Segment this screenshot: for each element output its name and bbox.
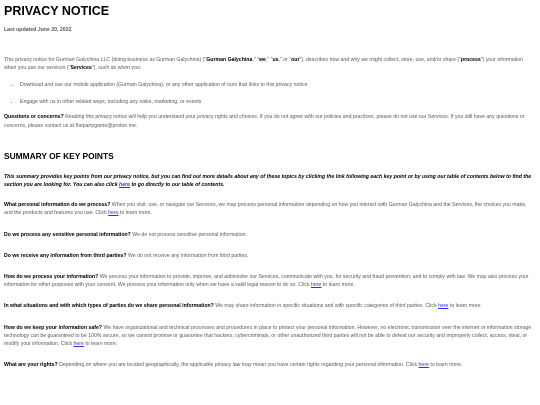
last-updated-date: Last updated June 20, 2022 [4, 27, 72, 33]
list-item: • Engage with us in other related ways, including any sales, marketing, or events [20, 98, 536, 106]
intro-text: "), such as when you: [91, 65, 142, 72]
key-point-answer: Depending on where you are located geographically, the applicable privacy law may mean you have certain rights regarding your personal information. Click [57, 362, 419, 369]
key-point-answer: When you visit, use, or navigate our Services, we may process personal information depending on how you interact with Gurman Galychina and the Services, the choices you make, and the products and features you use. Click [4, 202, 527, 217]
intro-text: ," " [265, 57, 273, 63]
learn-more-link[interactable]: here [73, 341, 84, 348]
learn-more-link[interactable]: here [108, 210, 119, 217]
list-item: • Download and use our mobile application (Gurman Galychina), or any other application of ours that links to this privacy notice [20, 81, 536, 89]
key-point [4, 231, 536, 239]
key-point-answer: to learn more. [428, 362, 463, 369]
usage-list [4, 81, 536, 106]
page-title: PRIVACY NOTICE [4, 4, 110, 18]
intro-text: "), describes how and why we might collect, store, use, and/or share (" [299, 57, 461, 63]
key-point-question: How do we keep your information safe? [4, 324, 103, 331]
key-point-question: In what situations and with which types of parties do we share personal information? [4, 303, 214, 310]
key-point [4, 273, 536, 289]
key-point-question: Do we process any sensitive personal information? [4, 231, 131, 238]
intro-term: us [272, 57, 279, 63]
key-point-answer: to learn more. [118, 210, 152, 217]
intro-term: our [291, 57, 300, 63]
table-of-contents-link[interactable]: here [119, 182, 130, 189]
key-point-answer: We do not process sensitive personal information. [130, 231, 247, 238]
learn-more-link[interactable]: here [418, 362, 429, 369]
key-point [4, 201, 536, 217]
intro-term: process [460, 57, 481, 63]
questions-label: Questions or concerns? [4, 114, 64, 121]
key-point [4, 361, 536, 369]
summary-intro [4, 173, 536, 189]
key-point-answer: to learn more. [83, 341, 118, 348]
learn-more-link[interactable]: here [438, 303, 449, 310]
key-point [4, 252, 536, 260]
learn-more-link[interactable]: here [311, 282, 322, 289]
key-point-answer: We have organizational and technical processes and procedures in place to protect your personal information. However, no electronic transmission over the internet or information storage technology can be guaranteed to be 100% secure, so we cannot promise or guarantee that hackers, cybercriminals, or other unauthorized third parties will not be able to defeat our security and improperly collect, access, steal, or modify your information. Click [4, 324, 532, 348]
key-point-question: Do we receive any information from third parties? [4, 252, 127, 259]
summary-intro-text: This summary provides key points from our privacy notice, but you can find out more details about any of these topics by clicking the link following each key point or by using our table of contents below to find the section you are looking for. You can also click [4, 173, 532, 189]
intro-paragraph [4, 56, 536, 72]
key-point [4, 302, 536, 310]
key-point-answer: We do not receive any information from third parties. [126, 252, 249, 259]
key-point-question: What are your rights? [4, 362, 58, 369]
intro-text: This privacy notice for Gurman Galychina LLC (doing business as Gurman Galychina) (" [4, 57, 207, 63]
summary-heading: SUMMARY OF KEY POINTS [4, 150, 114, 161]
questions-paragraph [4, 113, 536, 129]
questions-text: Reading this privacy notice will help you understand your privacy rights and choices. If you do not agree with our policies and practices, please do not use our Services. If you still have any questions or concerns, please contact us at thepartygame@proton.me. [4, 114, 525, 129]
key-point-answer: We may share information in specific situations and with specific categories of third parties. Click [213, 303, 439, 310]
intro-text: ") your information when you use our services (" [4, 57, 524, 72]
summary-intro-text: to go directly to our table of contents. [130, 182, 225, 189]
key-point [4, 324, 536, 349]
intro-text: ," " [252, 57, 259, 63]
key-point-answer: to learn more. [321, 282, 355, 289]
intro-term: Gurman Galychina [206, 57, 253, 63]
key-point-question: How do we process your information? [4, 274, 99, 281]
intro-term: we [258, 57, 266, 63]
intro-text: ," or " [278, 57, 292, 63]
key-point-question: What personal information do we process? [4, 202, 111, 209]
key-point-answer: to learn more. [448, 303, 482, 310]
intro-term: Services [70, 65, 92, 72]
key-point-answer: We process your information to provide, improve, and administer our Services, communicate with you, for security and fraud prevention, and to comply with law. We may also process your information for other purposes with your consent. We process your information only when we have a valid legal reason to do so. Click [4, 274, 529, 289]
